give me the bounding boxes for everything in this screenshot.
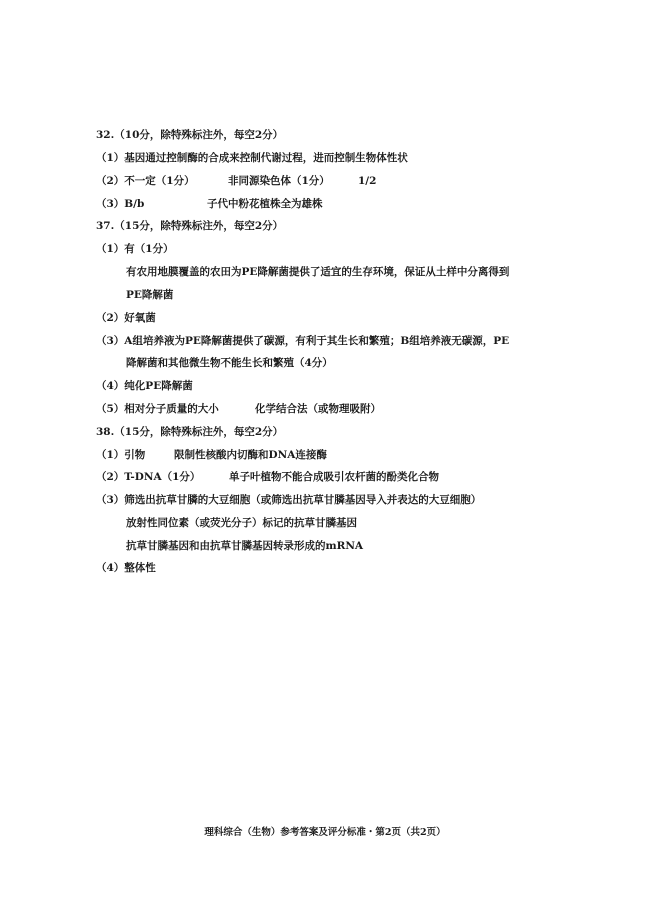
q37-header: 37.（15分，除特殊标注外，每空2分） <box>96 220 284 232</box>
q38-answer-1a: （1）引物 <box>96 449 146 461</box>
q38-answer-1b: 限制性核酸内切酶和DNA连接酶 <box>174 449 327 461</box>
q38-answer-3b: 放射性同位素（或荧光分子）标记的抗草甘膦基因 <box>126 517 357 529</box>
page-footer: 理科综合（生物）参考答案及评分标准・第2页（共2页） <box>204 827 446 838</box>
q38-answer-3a: （3）筛选出抗草甘膦的大豆细胞（或筛选出抗草甘膦基因导入并表达的大豆细胞） <box>96 494 482 506</box>
q32-answer-2a: （2）不一定（1分） <box>96 175 195 187</box>
q38-answer-2a: （2）T-DNA（1分） <box>96 471 201 483</box>
q38-answer-3c: 抗草甘膦基因和由抗草甘膦基因转录形成的mRNA <box>126 540 364 552</box>
q32-answer-1: （1）基因通过控制酶的合成来控制代谢过程，进而控制生物体性状 <box>96 152 408 164</box>
q32-answer-3a: （3）B/b <box>96 198 145 210</box>
q32-answer-2c: 1/2 <box>358 175 377 187</box>
q37-answer-3b: 降解菌和其他微生物不能生长和繁殖（4分） <box>126 357 333 369</box>
q32-answer-3b: 子代中粉花植株全为雄株 <box>207 198 323 210</box>
q37-answer-4: （4）纯化PE降解菌 <box>96 380 193 392</box>
q38-answer-2b: 单子叶植物不能合成吸引农杆菌的酚类化合物 <box>229 471 439 483</box>
q37-answer-1a: （1）有（1分） <box>96 243 174 255</box>
q37-answer-5a: （5）相对分子质量的大小 <box>96 403 219 415</box>
q32-answer-2b: 非同源染色体（1分） <box>228 175 330 187</box>
q37-answer-3a: （3）A组培养液为PE降解菌提供了碳源，有利于其生长和繁殖；B组培养液无碳源，PE <box>96 335 510 347</box>
q37-answer-1b: 有农用地膜覆盖的农田为PE降解菌提供了适宜的生存环境，保证从土样中分离得到 <box>126 266 510 278</box>
q37-answer-5b: 化学结合法（或物理吸附） <box>255 403 381 415</box>
q37-answer-1c: PE降解菌 <box>126 289 174 301</box>
q38-header: 38.（15分，除特殊标注外，每空2分） <box>96 426 284 438</box>
q32-header: 32.（10分，除特殊标注外，每空2分） <box>96 129 284 141</box>
q37-answer-2: （2）好氧菌 <box>96 312 156 324</box>
q38-answer-4: （4）整体性 <box>96 562 156 574</box>
